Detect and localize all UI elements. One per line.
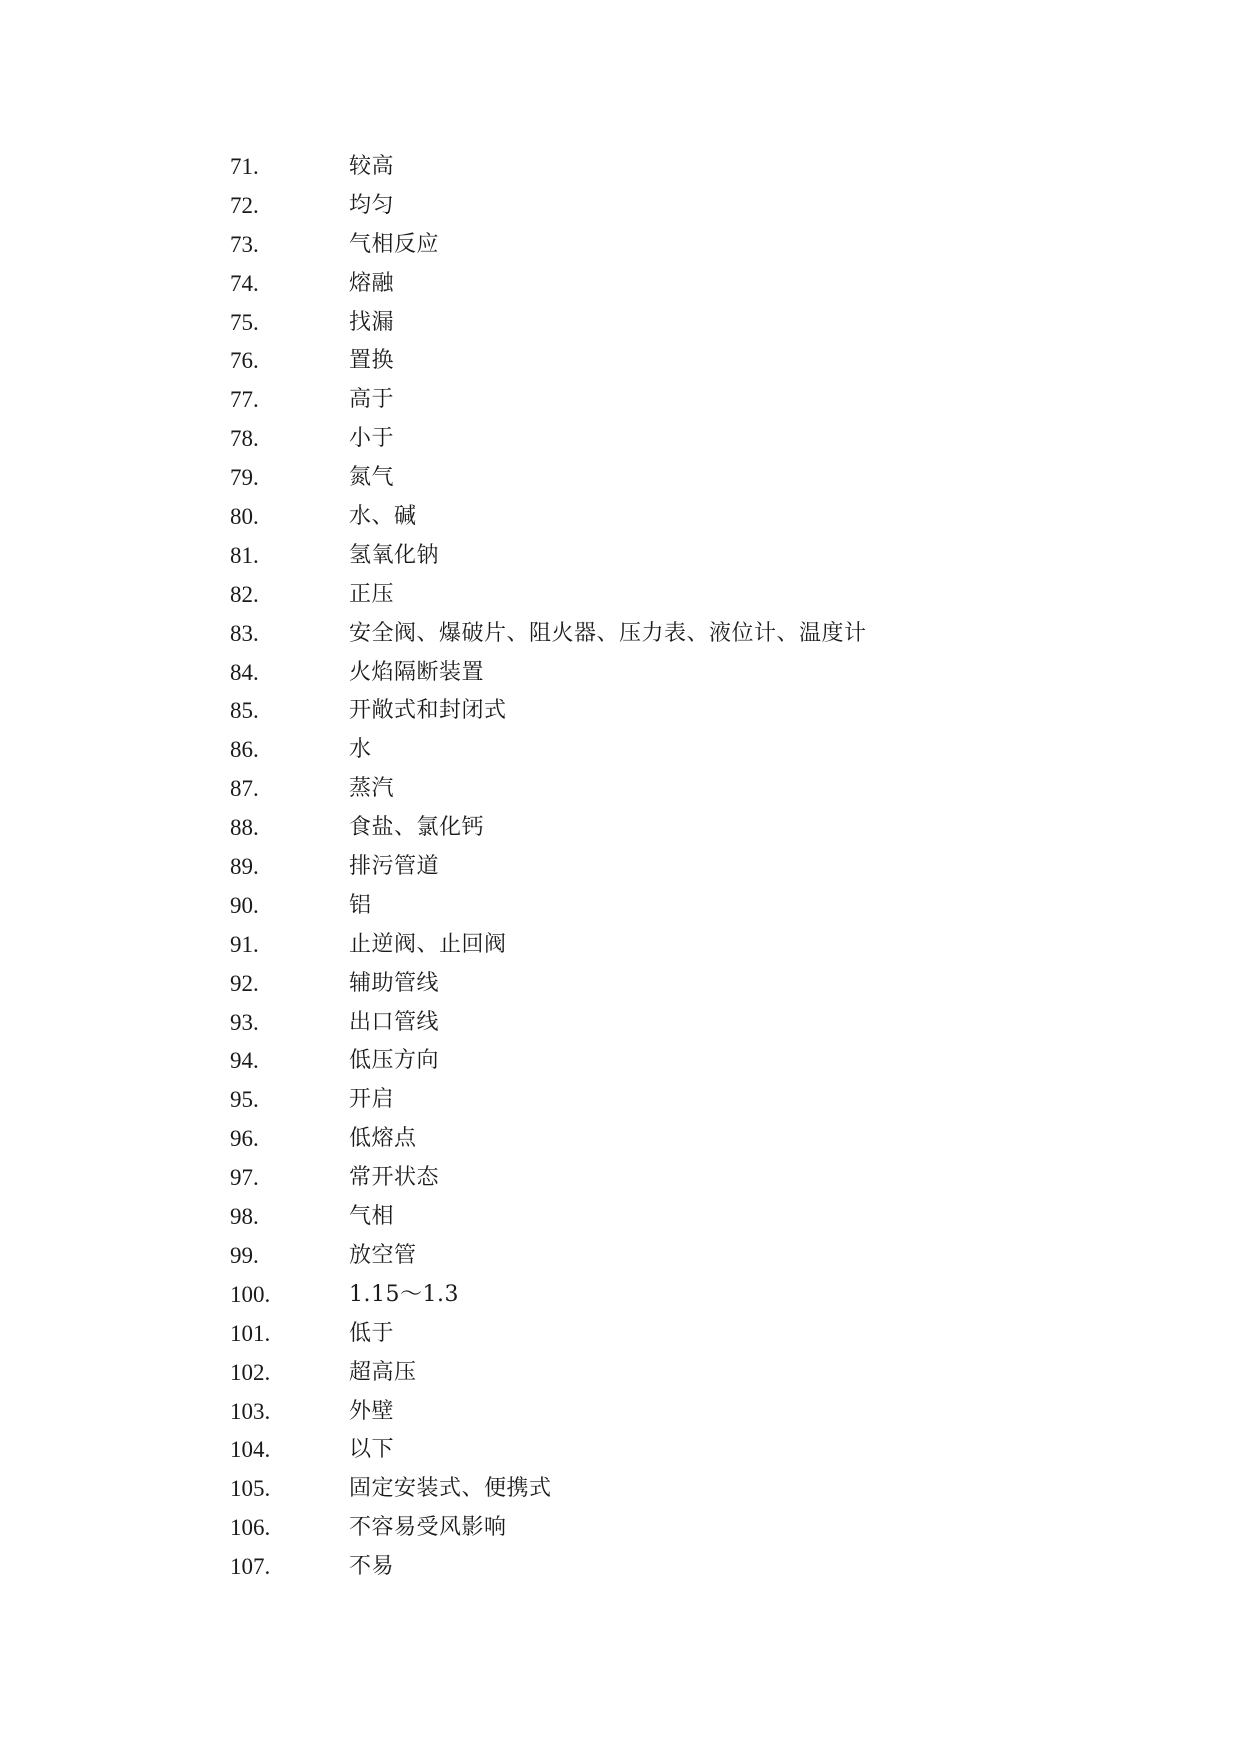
answer-number: 90.: [230, 892, 259, 918]
answer-item: [230, 1470, 1030, 1509]
answer-item: [230, 654, 1030, 693]
answer-number: 93.: [230, 1009, 259, 1035]
answer-number: 78.: [230, 426, 259, 452]
answer-text: 水、碱: [349, 504, 417, 530]
answer-number: 82.: [230, 581, 259, 607]
answer-item: [230, 265, 1030, 304]
answer-item: [230, 1315, 1030, 1354]
answer-number: 102.: [230, 1359, 271, 1385]
answer-number: 72.: [230, 192, 259, 218]
answer-item: [230, 498, 1030, 537]
answer-text: 熔融: [349, 270, 395, 296]
answer-item: [230, 1431, 1030, 1470]
answer-text: 止逆阀、止回阀: [349, 931, 507, 957]
answer-item: [230, 459, 1030, 498]
answer-text: 高于: [349, 387, 395, 413]
answer-number: 87.: [230, 776, 259, 802]
answer-text: 开敞式和封闭式: [349, 698, 507, 724]
answer-list: [230, 148, 1030, 1587]
answer-number: 83.: [230, 620, 259, 646]
answer-item: [230, 1393, 1030, 1432]
answer-number: 81.: [230, 542, 259, 568]
answer-item: [230, 1198, 1030, 1237]
answer-number: 107.: [230, 1554, 271, 1580]
answer-number: 100.: [230, 1281, 271, 1307]
answer-text: 出口管线: [349, 1009, 440, 1035]
answer-number: 97.: [230, 1165, 259, 1191]
answer-text: 超高压: [349, 1359, 417, 1385]
answer-item: [230, 887, 1030, 926]
answer-number: 76.: [230, 348, 259, 374]
answer-text: 氢氧化钠: [349, 542, 440, 568]
answer-item: [230, 1004, 1030, 1043]
answer-number: 106.: [230, 1515, 271, 1541]
answer-text: 水: [349, 737, 372, 763]
answer-text: 气相反应: [349, 231, 440, 257]
answer-text: 安全阀、爆破片、阻火器、压力表、液位计、温度计: [349, 620, 867, 646]
answer-number: 85.: [230, 698, 259, 724]
answer-text: 低压方向: [349, 1048, 440, 1074]
answer-number: 104.: [230, 1437, 271, 1463]
answer-item: [230, 381, 1030, 420]
answer-number: 98.: [230, 1204, 259, 1230]
answer-item: [230, 1354, 1030, 1393]
answer-text: 食盐、氯化钙: [349, 815, 485, 841]
answer-number: 77.: [230, 387, 259, 413]
answer-text: 火焰隔断装置: [349, 659, 485, 685]
answer-number: 86.: [230, 737, 259, 763]
answer-item: [230, 1509, 1030, 1548]
answer-number: 96.: [230, 1126, 259, 1152]
answer-item: [230, 848, 1030, 887]
answer-item: [230, 1159, 1030, 1198]
answer-text: 外壁: [349, 1398, 395, 1424]
answer-text: 放空管: [349, 1242, 417, 1268]
answer-number: 74.: [230, 270, 259, 296]
answer-number: 80.: [230, 504, 259, 530]
answer-item: [230, 148, 1030, 187]
answer-text: 气相: [349, 1204, 395, 1230]
answer-number: 75.: [230, 309, 259, 335]
answer-item: [230, 420, 1030, 459]
answer-item: [230, 1237, 1030, 1276]
answer-number: 101.: [230, 1320, 271, 1346]
answer-item: [230, 187, 1030, 226]
answer-number: 105.: [230, 1476, 271, 1502]
answer-text: 正压: [349, 581, 395, 607]
answer-text: 氮气: [349, 465, 395, 491]
answer-item: [230, 576, 1030, 615]
answer-number: 84.: [230, 659, 259, 685]
answer-text: 不易: [349, 1554, 395, 1580]
answer-number: 91.: [230, 931, 259, 957]
answer-item: [230, 615, 1030, 654]
answer-number: 92.: [230, 970, 259, 996]
answer-item: [230, 1081, 1030, 1120]
answer-text: 1.15～1.3: [349, 1281, 459, 1307]
answer-item: [230, 342, 1030, 381]
answer-item: [230, 226, 1030, 265]
answer-item: [230, 537, 1030, 576]
answer-text: 小于: [349, 426, 395, 452]
answer-number: 95.: [230, 1087, 259, 1113]
answer-number: 103.: [230, 1398, 271, 1424]
answer-number: 88.: [230, 815, 259, 841]
answer-text: 均匀: [349, 192, 395, 218]
answer-number: 79.: [230, 465, 259, 491]
answer-number: 94.: [230, 1048, 259, 1074]
answer-number: 71.: [230, 154, 259, 179]
answer-text: 辅助管线: [349, 970, 440, 996]
answer-text: 低熔点: [349, 1126, 417, 1152]
answer-text: 铝: [349, 892, 372, 918]
answer-text: 较高: [349, 154, 395, 179]
answer-item: [230, 304, 1030, 343]
answer-item: [230, 809, 1030, 848]
answer-text: 找漏: [349, 309, 395, 335]
answer-item: [230, 770, 1030, 809]
answer-number: 73.: [230, 231, 259, 257]
answer-text: 蒸汽: [349, 776, 395, 802]
answer-text: 置换: [349, 348, 395, 374]
answer-text: 固定安装式、便携式: [349, 1476, 552, 1502]
answer-text: 排污管道: [349, 854, 440, 880]
answer-text: 不容易受风影响: [349, 1515, 507, 1541]
answer-text: 以下: [349, 1437, 395, 1463]
answer-item: [230, 1276, 1030, 1315]
answer-item: [230, 1120, 1030, 1159]
answer-text: 低于: [349, 1320, 395, 1346]
answer-item: [230, 1042, 1030, 1081]
answer-number: 89.: [230, 854, 259, 880]
answer-item: [230, 731, 1030, 770]
answer-text: 开启: [349, 1087, 395, 1113]
answer-number: 99.: [230, 1242, 259, 1268]
answer-item: [230, 692, 1030, 731]
answer-text: 常开状态: [349, 1165, 440, 1191]
answer-item: [230, 926, 1030, 965]
answer-item: [230, 1548, 1030, 1587]
answer-item: [230, 965, 1030, 1004]
